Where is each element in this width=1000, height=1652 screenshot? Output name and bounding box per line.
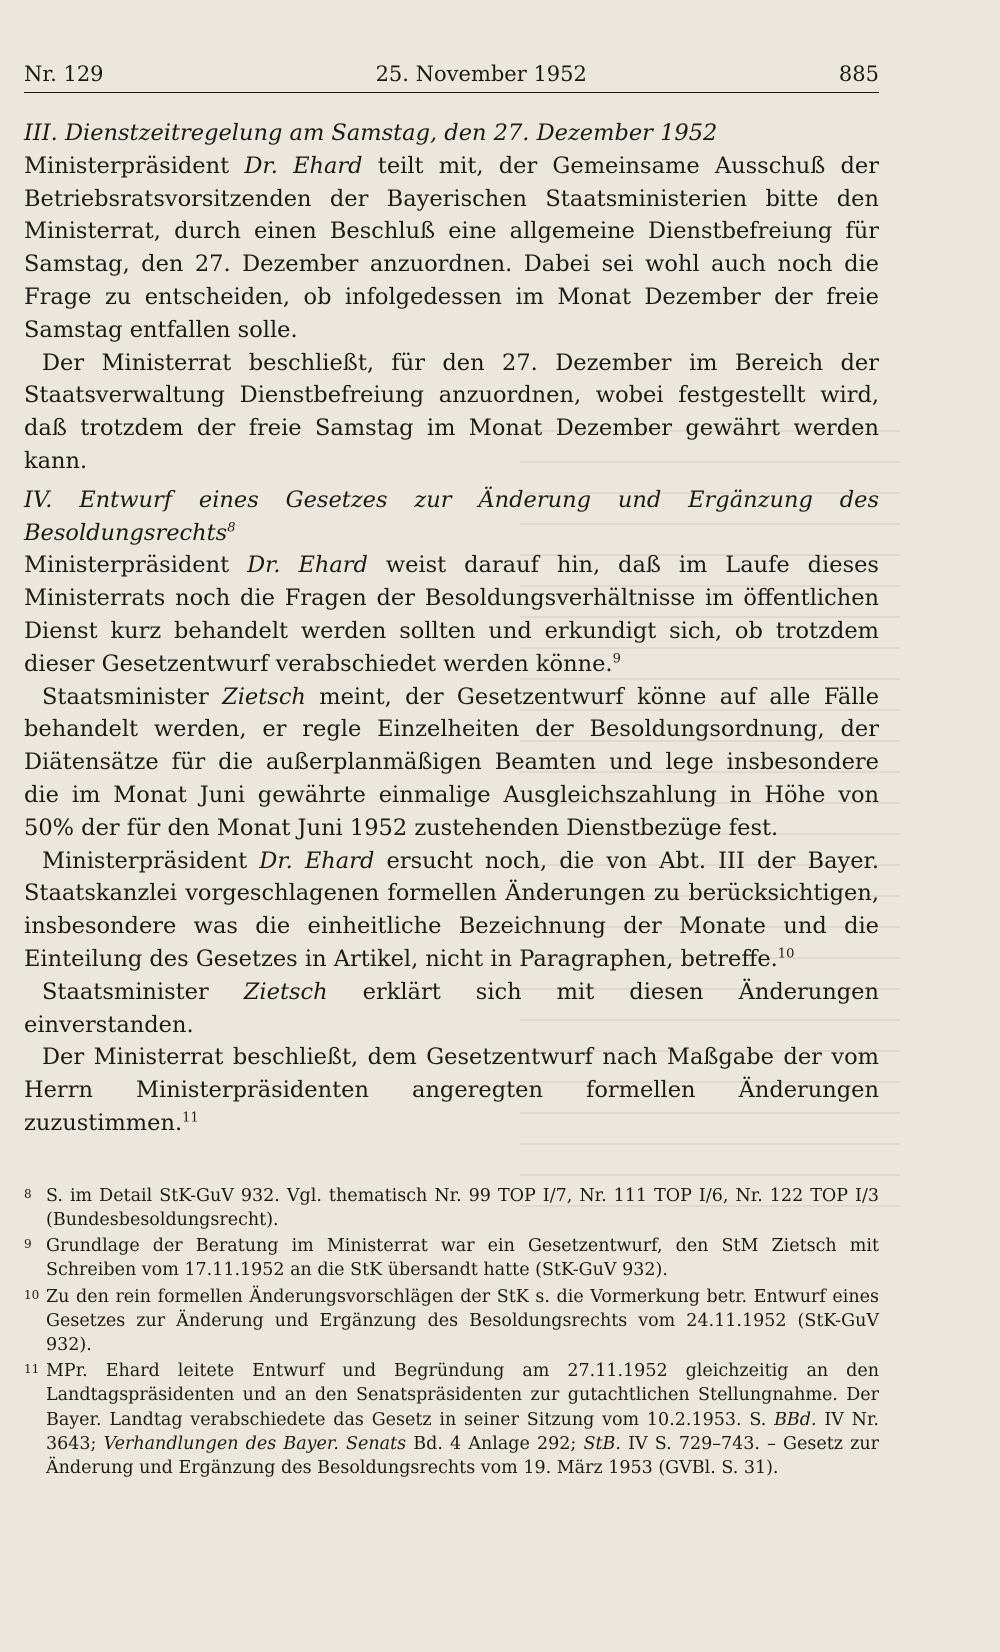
paragraph: Staatsminister Zietsch erklärt sich mit diesen Änderungen einverstanden. (24, 978, 879, 1038)
footnote-ref[interactable]: 10 (777, 946, 795, 962)
person-name: Dr. Ehard (247, 552, 368, 579)
person-name: Zietsch (222, 683, 306, 710)
section-heading-4: IV. Entwurf eines Gesetzes zur Änderung und Ergänzung des Besoldungsrechts$^8$ (24, 486, 879, 546)
footnote-ref[interactable]: 9 (612, 651, 621, 667)
section-heading-3: III. Dienstzeitregelung am Samstag, den 27. Dezember 1952 (24, 120, 718, 146)
paragraph: Der Ministerrat beschließt, dem Gesetzentwurf nach Maßgabe der vom Herrn Ministerpräsidenten angeregten formellen Änderungen zuzustimmen.$^{11}$ (24, 1044, 879, 1136)
person-name: Dr. Ehard (259, 847, 375, 874)
page-number: 885 (838, 62, 879, 86)
footnote (24, 1184, 879, 1232)
person-name: Zietsch (243, 978, 328, 1005)
document-number: Nr. 129 (24, 62, 104, 86)
paragraph: Ministerpräsident Dr. Ehard weist darauf hin, daß im Laufe dieses Ministerrats noch die Fragen der Besoldungsverhältnisse im öffentlichen Dienst kurz behandelt werden sollten und erkundigt sich, ob trotzdem dieser Gesetzentwurf verabschiedet werden könne.$^9$ (24, 552, 879, 677)
paragraph: Staatsminister Zietsch meint, der Gesetzentwurf könne auf alle Fälle behandelt werden, er regle Einzelheiten der Besoldungsordnung, der Diätensätze für die außerplanmäßigen Beamten und lege insbesondere die im Monat Juni gewährte einmalige Ausgleichszahlung in Höhe von 50% der für den Monat Juni 1952 zustehenden Dienstbezüge fest. (24, 683, 880, 841)
paragraph: Ministerpräsident Dr. Ehard ersucht noch, die von Abt. III der Bayer. Staatskanzlei vorgeschlagenen formellen Änderungen zu berücksichtigen, insbesondere was die einheitliche Bezeichnung der Monate und die Einteilung des Gesetzes in Artikel, nicht in Paragraphen, betreffe.$^{10}$ (24, 847, 879, 972)
paragraph: Der Ministerrat beschließt, für den 27. Dezember im Bereich der Staatsverwaltung Dienstbefreiung anzuordnen, wobei festgestellt wird, daß trotzdem der freie Samstag im Monat Dezember gewährt werden kann. (24, 349, 879, 474)
footnote-text: S. im Detail StK-GuV 932. Vgl. thematisch Nr. 99 TOP I/7, Nr. 111 TOP I/6, Nr. 122 TOP I/3 (Bundesbesoldungsrecht). (46, 1185, 879, 1230)
running-head (24, 62, 879, 93)
footnote (24, 1234, 879, 1282)
body-text (24, 117, 879, 1140)
footnote-text: MPr. Ehard leitete Entwurf und Begründung am 27.11.1952 gleichzeitig an den Landtagspräsidenten und an den Senatspräsidenten zur gutachtlichen Stellungnahme. Der Bayer. Landtag verabschiedete das Gesetz in seiner Sitzung vom 10.2.1953. S. BBd. IV Nr. 3643; Verhandlungen des Bayer. Senats Bd. 4 Anlage 292; StB. IV S. 729–743. – Gesetz zur Änderung und Ergänzung des Besoldungsrechts vom 19. März 1953 (GVBl. S. 31). (46, 1361, 879, 1478)
footnote-ref[interactable]: 8 (227, 520, 236, 536)
footnote-number: 11 (24, 1362, 40, 1377)
footnote-number: 8 (24, 1186, 32, 1201)
session-date: 25. November 1952 (375, 62, 587, 86)
footnote-ref[interactable]: 11 (182, 1110, 199, 1126)
document-page (24, 62, 879, 1482)
footnote-text: Zu den rein formellen Änderungsvorschlägen der StK s. die Vormerkung betr. Entwurf eines Gesetzes zur Änderung und Ergänzung des Besoldungsrechts vom 24.11.1952 (StK-GuV 932). (46, 1286, 879, 1355)
footnote-number: 9 (24, 1237, 32, 1252)
footnote (24, 1359, 879, 1480)
footnote-text: Grundlage der Beratung im Ministerrat war ein Gesetzentwurf, den StM Zietsch mit Schreiben vom 17.11.1952 an die StK übersandt hatte (StK-GuV 932). (46, 1236, 879, 1281)
paragraph: Ministerpräsident Dr. Ehard teilt mit, der Gemeinsame Ausschuß der Betriebsratsvorsitzenden der Bayerischen Staatsministerien bitte den Ministerrat, durch einen Beschluß eine allgemeine Dienstbefreiung für Samstag, den 27. Dezember anzuordnen. Dabei sei wohl auch noch die Frage zu entscheiden, ob infolgedessen im Monat Dezember der freie Samstag entfallen solle. (24, 152, 879, 343)
footnote (24, 1285, 879, 1358)
footnotes (24, 1184, 879, 1480)
footnote-number: 10 (24, 1287, 40, 1302)
person-name: Dr. Ehard (244, 152, 363, 179)
